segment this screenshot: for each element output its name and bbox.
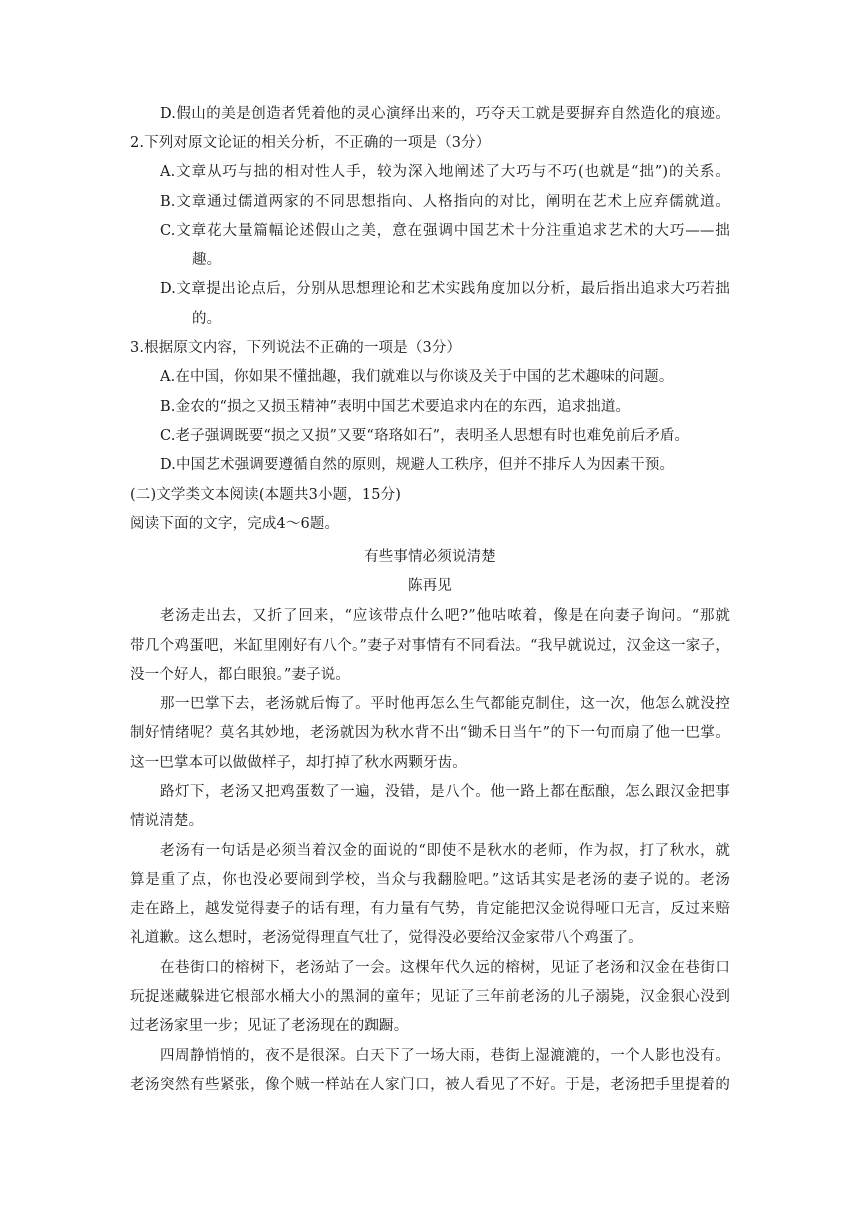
q2-option-a: A.文章从巧与拙的相对性人手，较为深入地阐述了大巧与不巧(也就是“拙”)的关系。 [160, 164, 730, 180]
paragraph-line: 那一巴掌下去，老汤就后悔了。平时他再怎么生气都能克制住，这一次，他怎么就没控 [160, 696, 730, 712]
paragraph-line: 情说清楚。 [130, 813, 204, 829]
q2-option-c: C.文章花大量篇幅论述假山之美，意在强调中国艺术十分注重追求艺术的大巧——拙 [160, 223, 730, 239]
paragraph-line: 老汤有一句话是必须当着汉金的面说的“即使不是秋水的老师，作为叔，打了秋水，就 [160, 843, 730, 859]
q2-stem: 2.下列对原文论证的相关分析，不正确的一项是（3分） [130, 135, 491, 151]
paragraph-line: 路灯下，老汤又把鸡蛋数了一遍，没错，是八个。他一路上都在酝酿，怎么跟汉金把事 [160, 784, 730, 800]
paragraph-line: 这一巴掌本可以做做样子，却打掉了秋水两颗牙齿。 [130, 755, 467, 771]
q3-option-d: D.中国艺术强调要遵循自然的原则，规避人工秩序，但并不排斥人为因素干预。 [160, 457, 675, 473]
paragraph-line: 老汤突然有些紧张，像个贼一样站在人家门口，被人看见了不好。于是，老汤把手里提着的 [130, 1077, 730, 1093]
paragraph-line: 过老汤家里一步；见证了老汤现在的踟蹰。 [130, 1018, 409, 1034]
paragraph-line: 礼道歉。这么想时，老汤觉得理直气壮了，觉得没必要给汉金家带八个鸡蛋了。 [130, 930, 643, 946]
article-title: 有些事情必须说清楚 [364, 549, 496, 565]
paragraph-line: 四周静悄悄的，夜不是很深。白天下了一场大雨，巷街上湿漉漉的，一个人影也没有。 [160, 1048, 730, 1064]
q2-option-b: B.文章通过儒道两家的不同思想指向、人格指向的对比，阐明在艺术上应弃儒就道。 [160, 194, 730, 210]
q3-option-b: B.金农的“损之又损玉精神”表明中国艺术要追求内在的东西，追求拙道。 [160, 399, 631, 415]
section-heading: (二)文学类文本阅读(本题共3小题，15分) [130, 487, 402, 503]
paragraph-line: 走在路上，越发觉得妻子的话有理，有力量有气势，肯定能把汉金说得哑口无言，反过来赔 [130, 901, 730, 917]
q3-option-a: A.在中国，你如果不懂拙趣，我们就难以与你谈及关于中国的艺术趣味的问题。 [160, 369, 674, 385]
paragraph-line: 在巷街口的榕树下，老汤站了一会。这棵年代久远的榕树，见证了老汤和汉金在巷街口 [160, 960, 730, 976]
q2-option-d: D.文章提出论点后，分别从思想理论和艺术实践角度加以分析，最后指出追求大巧若拙 [160, 281, 730, 297]
paragraph-line: 算是重了点，你也没必要闹到学校，当众与我翻脸吧。”这话其实是老汤的妻子说的。老汤 [130, 872, 730, 888]
paragraph-line: 玩捉迷藏躲进它根部水桶大小的黑洞的童年；见证了三年前老汤的儿子溺毙，汉金狠心没到 [130, 989, 730, 1005]
paragraph-line: 没一个好人，都白眼狼。”妻子说。 [130, 667, 351, 683]
q2-option-c-cont: 趣。 [192, 252, 222, 268]
paragraph-line: 制好情绪呢？莫名其妙地，老汤就因为秋水背不出“锄禾日当午”的下一句而扇了他一巴掌。 [130, 725, 730, 741]
q3-stem: 3.根据原文内容，下列说法不正确的一项是（3分） [130, 340, 462, 356]
article-author: 陈再见 [408, 578, 452, 594]
paragraph-line: 老汤走出去，又折了回来，“应该带点什么吧?”他咕哝着，像是在向妻子询问。“那就 [160, 608, 730, 624]
paragraph-line: 带几个鸡蛋吧，米缸里刚好有八个。”妻子对事情有不同看法。“我早就说过，汉金这一家子， [130, 638, 730, 654]
q2-option-d-cont: 的。 [192, 311, 222, 327]
section-instruction: 阅读下面的文字，完成4～6题。 [130, 516, 340, 532]
q3-option-c: C.老子强调既要“损之又损”又要“珞珞如石”，表明圣人思想有时也难免前后矛盾。 [160, 428, 690, 444]
q1-option-d: D.假山的美是创造者凭着他的灵心演绎出来的，巧夺天工就是要摒弃自然造化的痕迹。 [160, 106, 730, 122]
